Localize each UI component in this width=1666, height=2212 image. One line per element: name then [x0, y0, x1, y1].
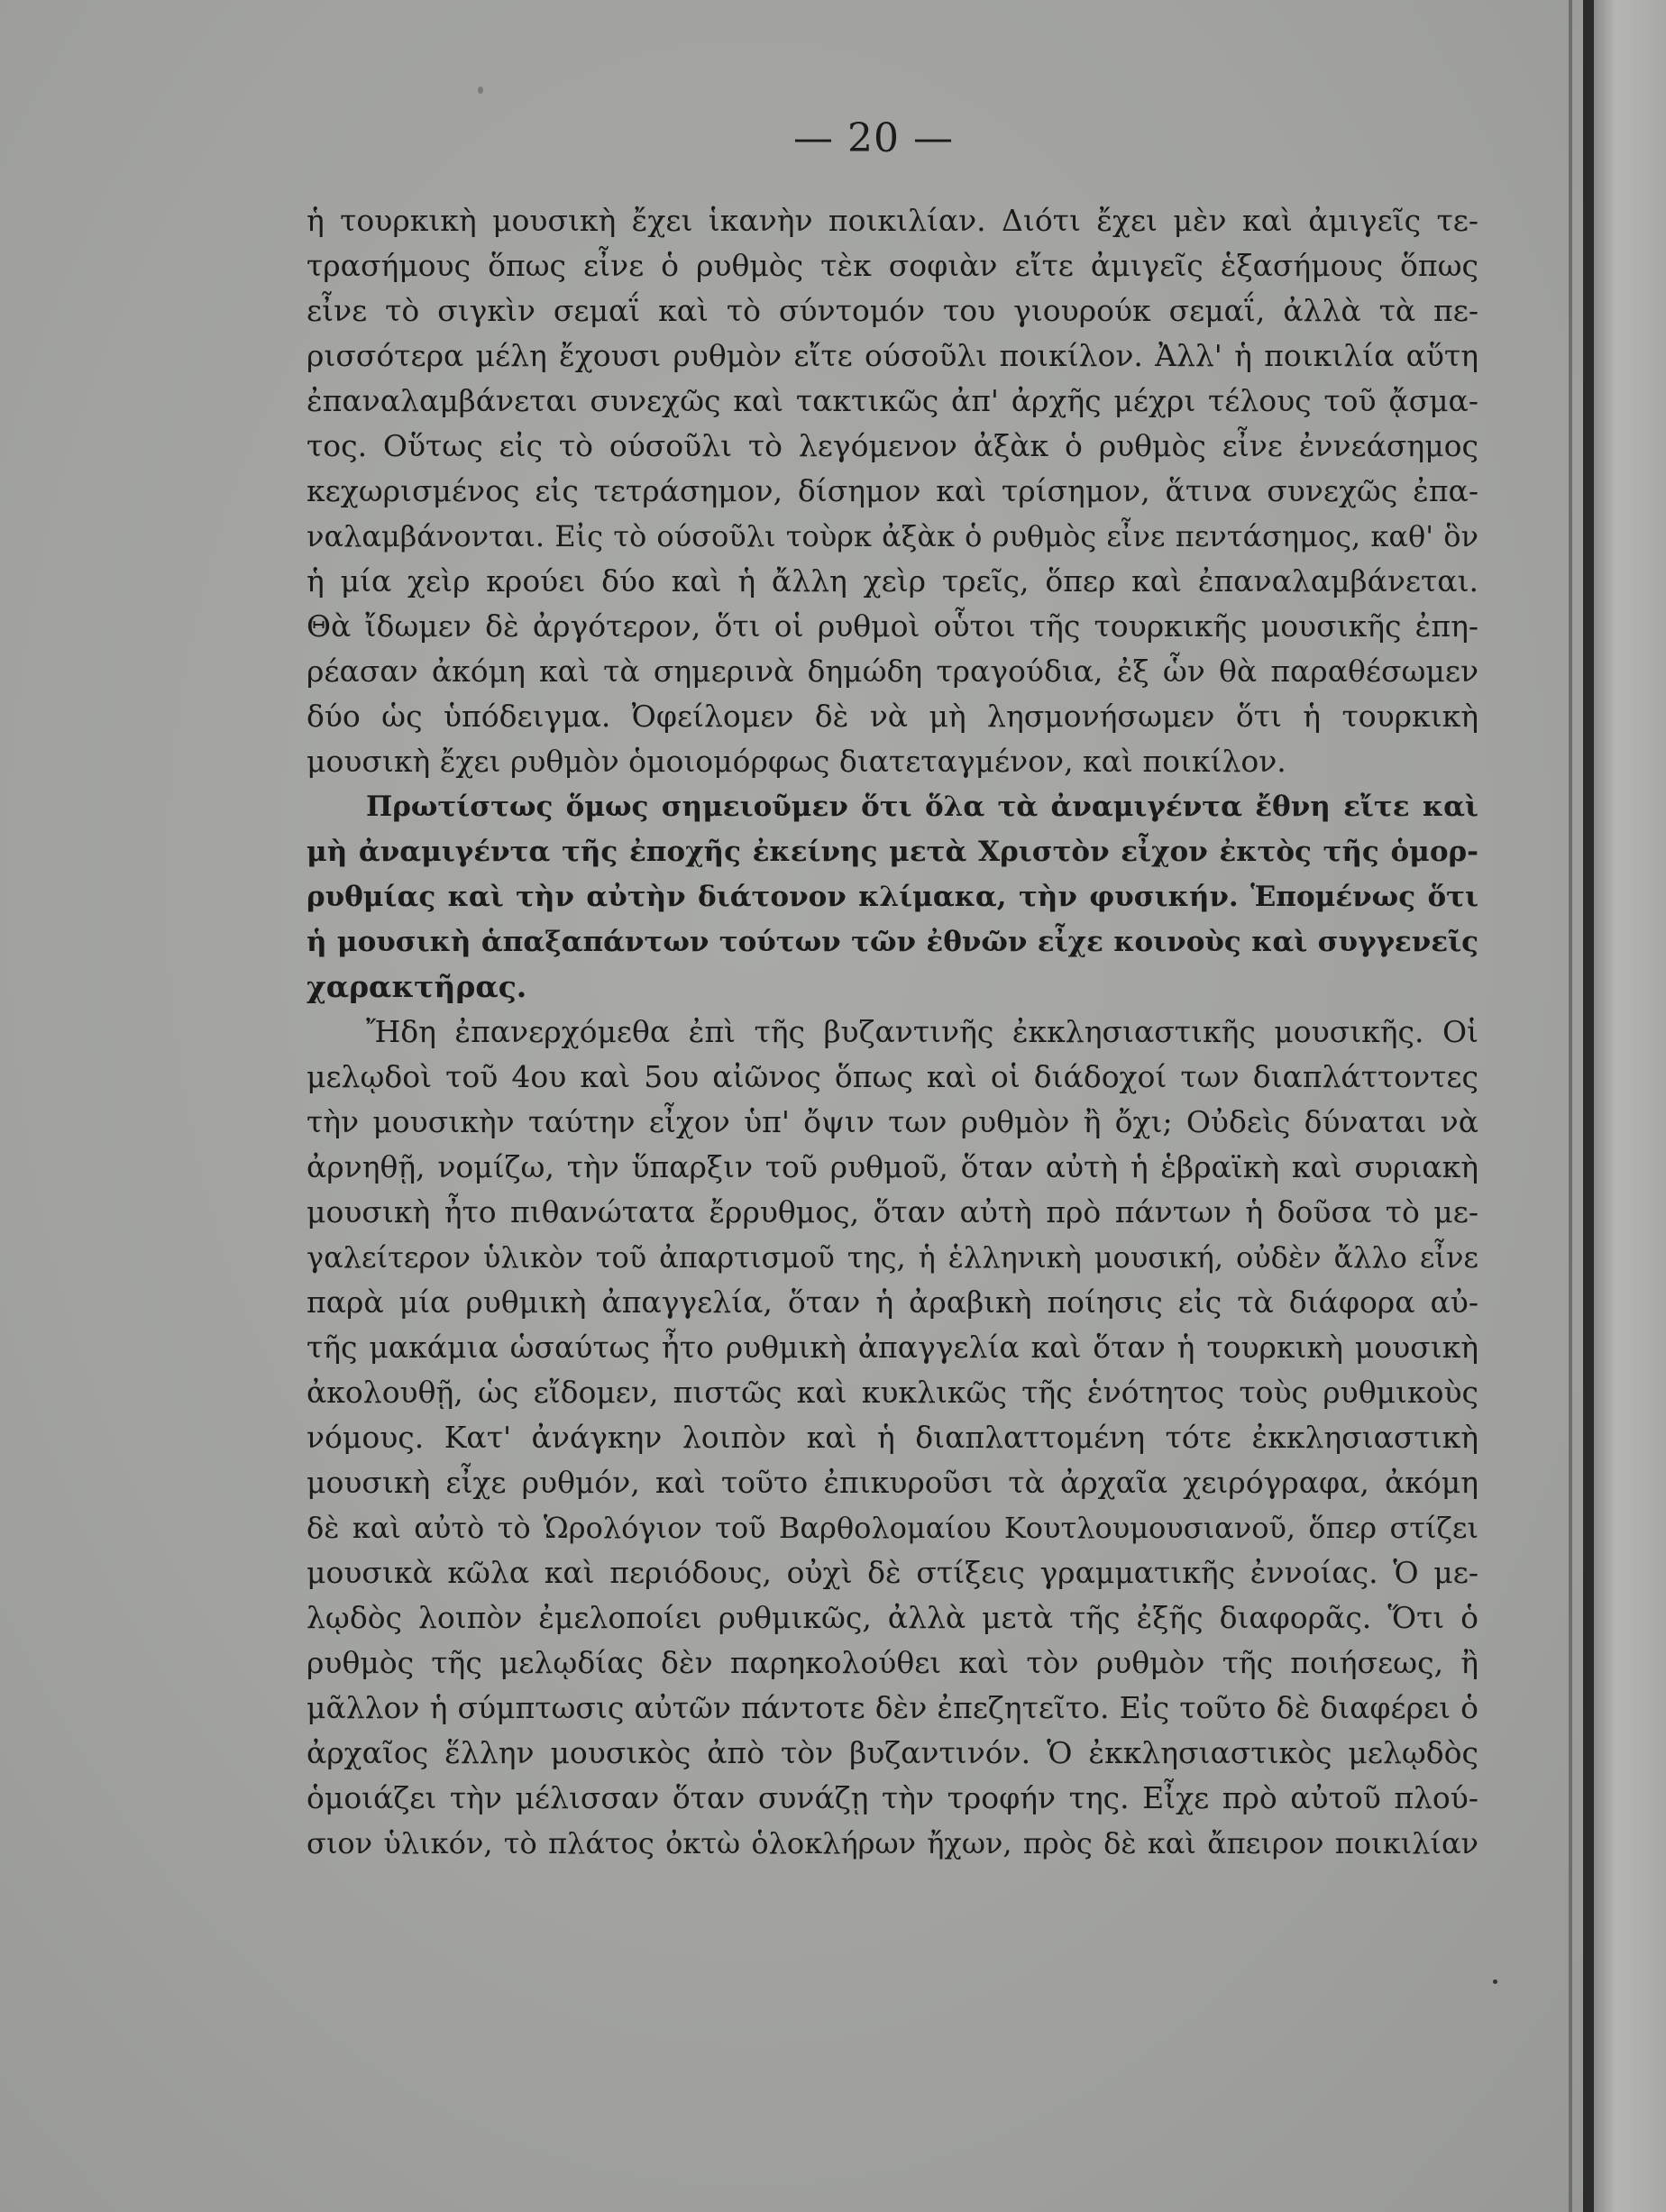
- text-line: Ἤδη ἐπανερχόμεθα ἐπὶ τῆς βυζαντινῆς ἐκκλησιαστικῆς μουσικῆς. Οἱ: [366, 1014, 1478, 1049]
- text-line: μουσικὰ κῶλα καὶ περιόδους, οὐχὶ δὲ στίξεις γραμματικῆς ἐννοίας. Ὁ με-: [307, 1555, 1478, 1590]
- binding-gutter: [1583, 0, 1594, 2212]
- text-line: τρασήμους ὅπως εἶνε ὁ ρυθμὸς τὲκ σοφιὰν εἴτε ἀμιγεῖς ἑξασήμους ὅπως: [307, 248, 1478, 283]
- text-line: σιον ὑλικόν, τὸ πλάτος ὀκτὼ ὁλοκλήρων ἤχων, πρὸς δὲ καὶ ἄπειρον ποικιλίαν: [307, 1826, 1478, 1860]
- facing-page-edge: [1594, 0, 1666, 2212]
- text-line: εἶνε τὸ σιγκὶν σεμαΐ καὶ τὸ σύντομόν του γιουρούκ σεμαΐ, ἀλλὰ τὰ πε-: [307, 293, 1478, 328]
- text-line: νόμους. Κατ' ἀνάγκην λοιπὸν καὶ ἡ διαπλαττομένη τότε ἐκκλησιαστικὴ: [307, 1420, 1478, 1455]
- text-line: ρισσότερα μέλη ἔχουσι ρυθμὸν εἴτε ούσοῦλι ποικίλον. Ἀλλ' ἡ ποικιλία αὕτη: [307, 338, 1478, 373]
- text-line: μουσικὴ εἶχε ρυθμόν, καὶ τοῦτο ἐπικυροῦσι τὰ ἀρχαῖα χειρόγραφα, ἀκόμη: [307, 1465, 1478, 1500]
- text-line: ὁμοιάζει τὴν μέλισσαν ὅταν συνάζῃ τὴν τροφήν της. Εἶχε πρὸ αὐτοῦ πλού-: [307, 1780, 1478, 1815]
- body-text: [307, 198, 1478, 1866]
- text-line-bold: ἡ μουσικὴ ἁπαξαπάντων τούτων τῶν ἐθνῶν εἶχε κοινοὺς καὶ συγγενεῖς: [307, 926, 1478, 958]
- text-line: γαλείτερον ὑλικὸν τοῦ ἀπαρτισμοῦ της, ἡ ἑλληνικὴ μουσική, οὐδὲν ἄλλο εἶνε: [307, 1240, 1478, 1275]
- text-line: ἀρχαῖος ἕλλην μουσικὸς ἀπὸ τὸν βυζαντινόν. Ὁ ἐκκλησιαστικὸς μελῳδὸς: [307, 1735, 1478, 1770]
- text-line: ρέασαν ἀκόμη καὶ τὰ σημερινὰ δημώδη τραγούδια, ἐξ ὧν θὰ παραθέσωμεν: [307, 654, 1478, 689]
- text-line: ἀρνηθῇ, νομίζω, τὴν ὕπαρξιν τοῦ ρυθμοῦ, ὅταν αὐτὴ ἡ ἑβραϊκὴ καὶ συριακὴ: [307, 1149, 1478, 1184]
- text-line: λῳδὸς λοιπὸν ἐμελοποίει ρυθμικῶς, ἀλλὰ μετὰ τῆς ἐξῆς διαφορᾶς. Ὅτι ὁ: [307, 1600, 1478, 1635]
- text-line: παρὰ μία ρυθμικὴ ἀπαγγελία, ὅταν ἡ ἀραβικὴ ποίησις εἰς τὰ διάφορα αὐ-: [307, 1284, 1478, 1320]
- text-line: ἐπαναλαμβάνεται συνεχῶς καὶ τακτικῶς ἀπ' ἀρχῆς μέχρι τέλους τοῦ ᾄσμα-: [307, 383, 1478, 418]
- text-line: ναλαμβάνονται. Εἰς τὸ ούσοῦλι τοὺρκ ἀξὰκ ὁ ρυθμὸς εἶνε πεντάσημος, καθ' ὃν: [307, 519, 1478, 553]
- text-line-bold: Πρωτίστως ὅμως σημειοῦμεν ὅτι ὅλα τὰ ἀναμιγέντα ἔθνη εἴτε καὶ: [366, 791, 1478, 823]
- text-line-bold: μὴ ἀναμιγέντα τῆς ἐποχῆς ἐκείνης μετὰ Χριστὸν εἶχον ἐκτὸς τῆς ὁμορ-: [307, 836, 1478, 868]
- text-line: Θὰ ἴδωμεν δὲ ἀργότερον, ὅτι οἱ ρυθμοὶ οὗτοι τῆς τουρκικῆς μουσικῆς ἐπη-: [307, 608, 1478, 644]
- text-line: ἀκολουθῇ, ὡς εἴδομεν, πιστῶς καὶ κυκλικῶς τῆς ἑνότητος τοὺς ρυθμικοὺς: [307, 1375, 1478, 1410]
- page-edge-shadow: [1569, 0, 1572, 2212]
- paper-speck: [478, 87, 483, 94]
- text-line: μᾶλλον ἡ σύμπτωσις αὐτῶν πάντοτε δὲν ἐπεζητεῖτο. Εἰς τοῦτο δὲ διαφέρει ὁ: [307, 1690, 1478, 1725]
- text-line: μελῳδοὶ τοῦ 4ου καὶ 5ου αἰῶνος ὅπως καὶ οἱ διάδοχοί των διαπλάττοντες: [307, 1059, 1478, 1094]
- text-line-bold: ρυθμίας καὶ τὴν αὐτὴν διάτονον κλίμακα, τὴν φυσικήν. Ἑπομένως ὅτι: [307, 881, 1478, 913]
- text-line-bold: χαρακτῆρας.: [307, 969, 527, 1004]
- text-line: τος. Οὕτως εἰς τὸ ούσοῦλι τὸ λεγόμενον ἀξὰκ ὁ ρυθμὸς εἶνε ἐννεάσημος: [307, 428, 1478, 463]
- text-line: τὴν μουσικὴν ταύτην εἶχον ὑπ' ὄψιν των ρυθμὸν ἢ ὄχι; Οὐδεὶς δύναται νὰ: [307, 1104, 1478, 1139]
- text-line: δὲ καὶ αὐτὸ τὸ Ὡρολόγιον τοῦ Βαρθολομαίου Κουτλουμουσιανοῦ, ὅπερ στίζει: [307, 1511, 1478, 1545]
- paper-speck: [1493, 1979, 1497, 1984]
- text-line: ρυθμὸς τῆς μελῳδίας δὲν παρηκολούθει καὶ τὸν ρυθμὸν τῆς ποιήσεως, ἢ: [307, 1645, 1478, 1680]
- page-number: — 20 —: [793, 115, 954, 161]
- text-line: ἡ μία χεὶρ κρούει δύο καὶ ἡ ἄλλη χεὶρ τρεῖς, ὅπερ καὶ ἐπαναλαμβάνεται.: [307, 563, 1478, 599]
- text-line: μουσικὴ ἔχει ρυθμὸν ὁμοιομόρφως διατεταγμένον, καὶ ποικίλον.: [307, 744, 1286, 779]
- text-line: τῆς μακάμια ὡσαύτως ἦτο ρυθμικὴ ἀπαγγελία καὶ ὅταν ἡ τουρκικὴ μουσικὴ: [307, 1330, 1478, 1365]
- text-line: κεχωρισμένος εἰς τετράσημον, δίσημον καὶ τρίσημον, ἅτινα συνεχῶς ἐπα-: [307, 473, 1478, 508]
- text-line: ἡ τουρκικὴ μουσικὴ ἔχει ἱκανὴν ποικιλίαν. Διότι ἔχει μὲν καὶ ἀμιγεῖς τε-: [307, 203, 1478, 238]
- text-line: μουσικὴ ἦτο πιθανώτατα ἔρρυθμος, ὅταν αὐτὴ πρὸ πάντων ἡ δοῦσα τὸ με-: [307, 1194, 1478, 1229]
- text-line: δύο ὡς ὑπόδειγμα. Ὀφείλομεν δὲ νὰ μὴ λησμονήσωμεν ὅτι ἡ τουρκικὴ: [307, 699, 1478, 734]
